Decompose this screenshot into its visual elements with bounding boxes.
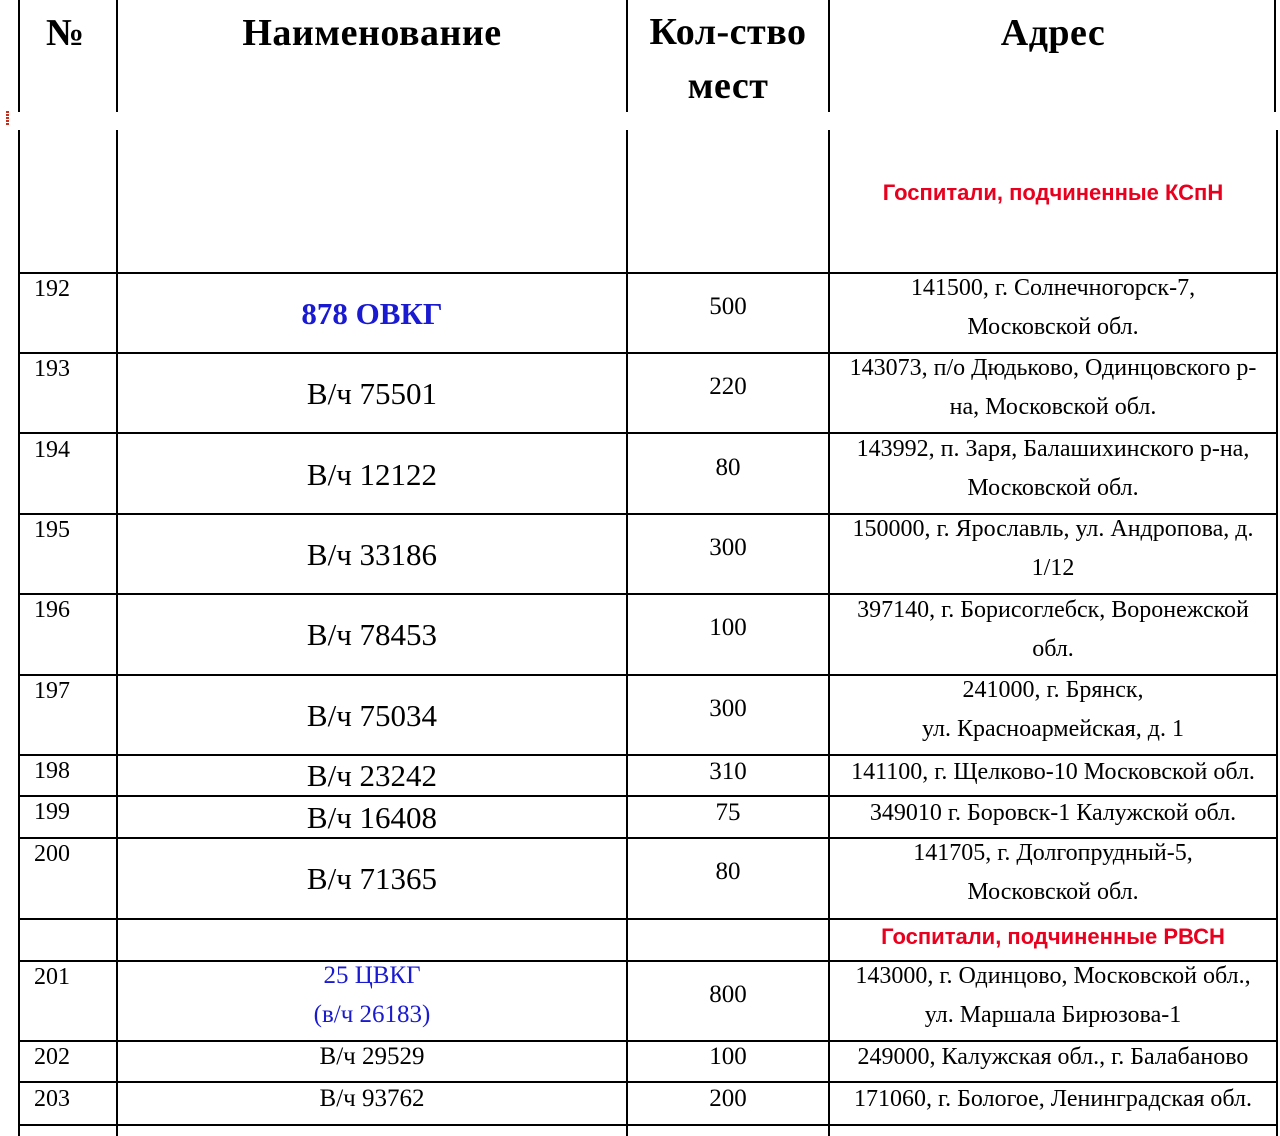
header-qty [628,12,828,106]
address-line: обл. [1032,636,1074,662]
row-qty: 220 [709,373,747,400]
row-address [830,269,1276,347]
page-marker [6,111,9,125]
row-qty: 300 [709,695,747,722]
row-number: 199 [34,799,70,825]
address-line: ул. Маршала Бирюзова-1 [924,1002,1182,1028]
row-qty: 310 [709,758,747,785]
address-line: 141500, г. Солнечногорск-7, [910,275,1196,301]
row-qty: 200 [709,1085,747,1112]
grid-line [1276,130,1278,1136]
address-line: 150000, г. Ярославль, ул. Андропова, д. [852,516,1254,542]
address-line: 143992, п. Заря, Балашихинского р-на, [856,436,1250,462]
row-qty: 80 [715,454,741,481]
header-qty-line1: Кол-ство [649,11,807,53]
row-name-subtext: (в/ч 26183) [313,1001,431,1028]
row-name: В/ч 71365 [306,861,438,896]
row-address [830,1080,1276,1119]
row-address [830,591,1276,669]
row-qty: 80 [715,858,741,885]
row-address [830,671,1276,749]
row-qty: 100 [709,1043,747,1070]
address-line: 171060, г. Бологое, Ленинградская обл. [853,1086,1252,1112]
address-line: 143000, г. Одинцово, Московской обл., [855,963,1251,989]
address-line: 141705, г. Долгопрудный-5, [913,840,1193,866]
row-number: 195 [34,517,70,543]
section-title-rvsn: Госпитали, подчиненные РВСН [881,924,1225,949]
row-name: В/ч 75501 [306,376,438,411]
address-line: 397140, г. Борисоглебск, Воронежской [857,597,1249,623]
row-name: В/ч 12122 [306,457,438,492]
address-line: 141100, г. Щелково-10 Московской обл. [851,759,1255,785]
row-address [830,957,1276,1035]
row-name [118,296,626,332]
row-number: 194 [34,437,70,463]
row-number: 203 [34,1086,70,1112]
address-line: 241000, г. Брянск, [962,677,1144,703]
grid-line [18,130,20,1136]
row-name: В/ч 75034 [306,698,438,733]
row-address [830,753,1276,792]
row-qty: 800 [709,981,747,1008]
address-line: 349010 г. Боровск-1 Калужской обл. [869,800,1237,826]
row-name-text: 25 ЦВКГ [323,962,421,989]
row-number: 201 [34,964,70,990]
row-address [830,510,1276,588]
row-name: В/ч 93762 [319,1085,425,1112]
row-name: В/ч 23242 [306,758,438,793]
address-line: ул. Красноармейская, д. 1 [922,716,1184,742]
header-address: Адрес [1000,12,1106,54]
header-qty-line2: мест [687,65,769,107]
header-name: Наименование [242,12,502,54]
grid-line [18,0,20,112]
row-name: В/ч 78453 [306,617,438,652]
row-name [118,956,626,1034]
address-line: 143073, п/о Дюдьково, Одинцовского р- [849,355,1257,381]
row-address [830,430,1276,508]
address-line: Московской обл. [967,879,1139,905]
row-qty: 300 [709,534,747,561]
row-name-text: 878 ОВКГ [301,296,443,331]
row-number: 196 [34,597,70,623]
address-line: на, Московской обл. [949,394,1157,420]
row-qty: 75 [715,799,741,826]
row-name: В/ч 33186 [306,537,438,572]
address-line: 1/12 [1031,555,1075,581]
row-number: 198 [34,758,70,784]
row-qty: 500 [709,293,747,320]
row-number: 192 [34,276,70,302]
row-name: В/ч 16408 [306,800,438,835]
row-name: В/ч 29529 [319,1043,425,1070]
row-address [830,794,1276,833]
row-number: 197 [34,678,70,704]
grid-line [18,1124,1278,1126]
row-address [830,834,1276,912]
row-number: 200 [34,841,70,867]
row-address [830,349,1276,427]
row-qty: 100 [709,614,747,641]
row-address [830,1038,1276,1077]
address-line: Московской обл. [967,475,1139,501]
section-title-kspn: Госпитали, подчиненные КСпН [882,180,1224,205]
header-num: № [46,12,85,54]
address-line: 249000, Калужская обл., г. Балабаново [857,1044,1249,1070]
row-number: 202 [34,1044,70,1070]
address-line: Московской обл. [967,314,1139,340]
row-number: 193 [34,356,70,382]
grid-line [18,918,1278,920]
